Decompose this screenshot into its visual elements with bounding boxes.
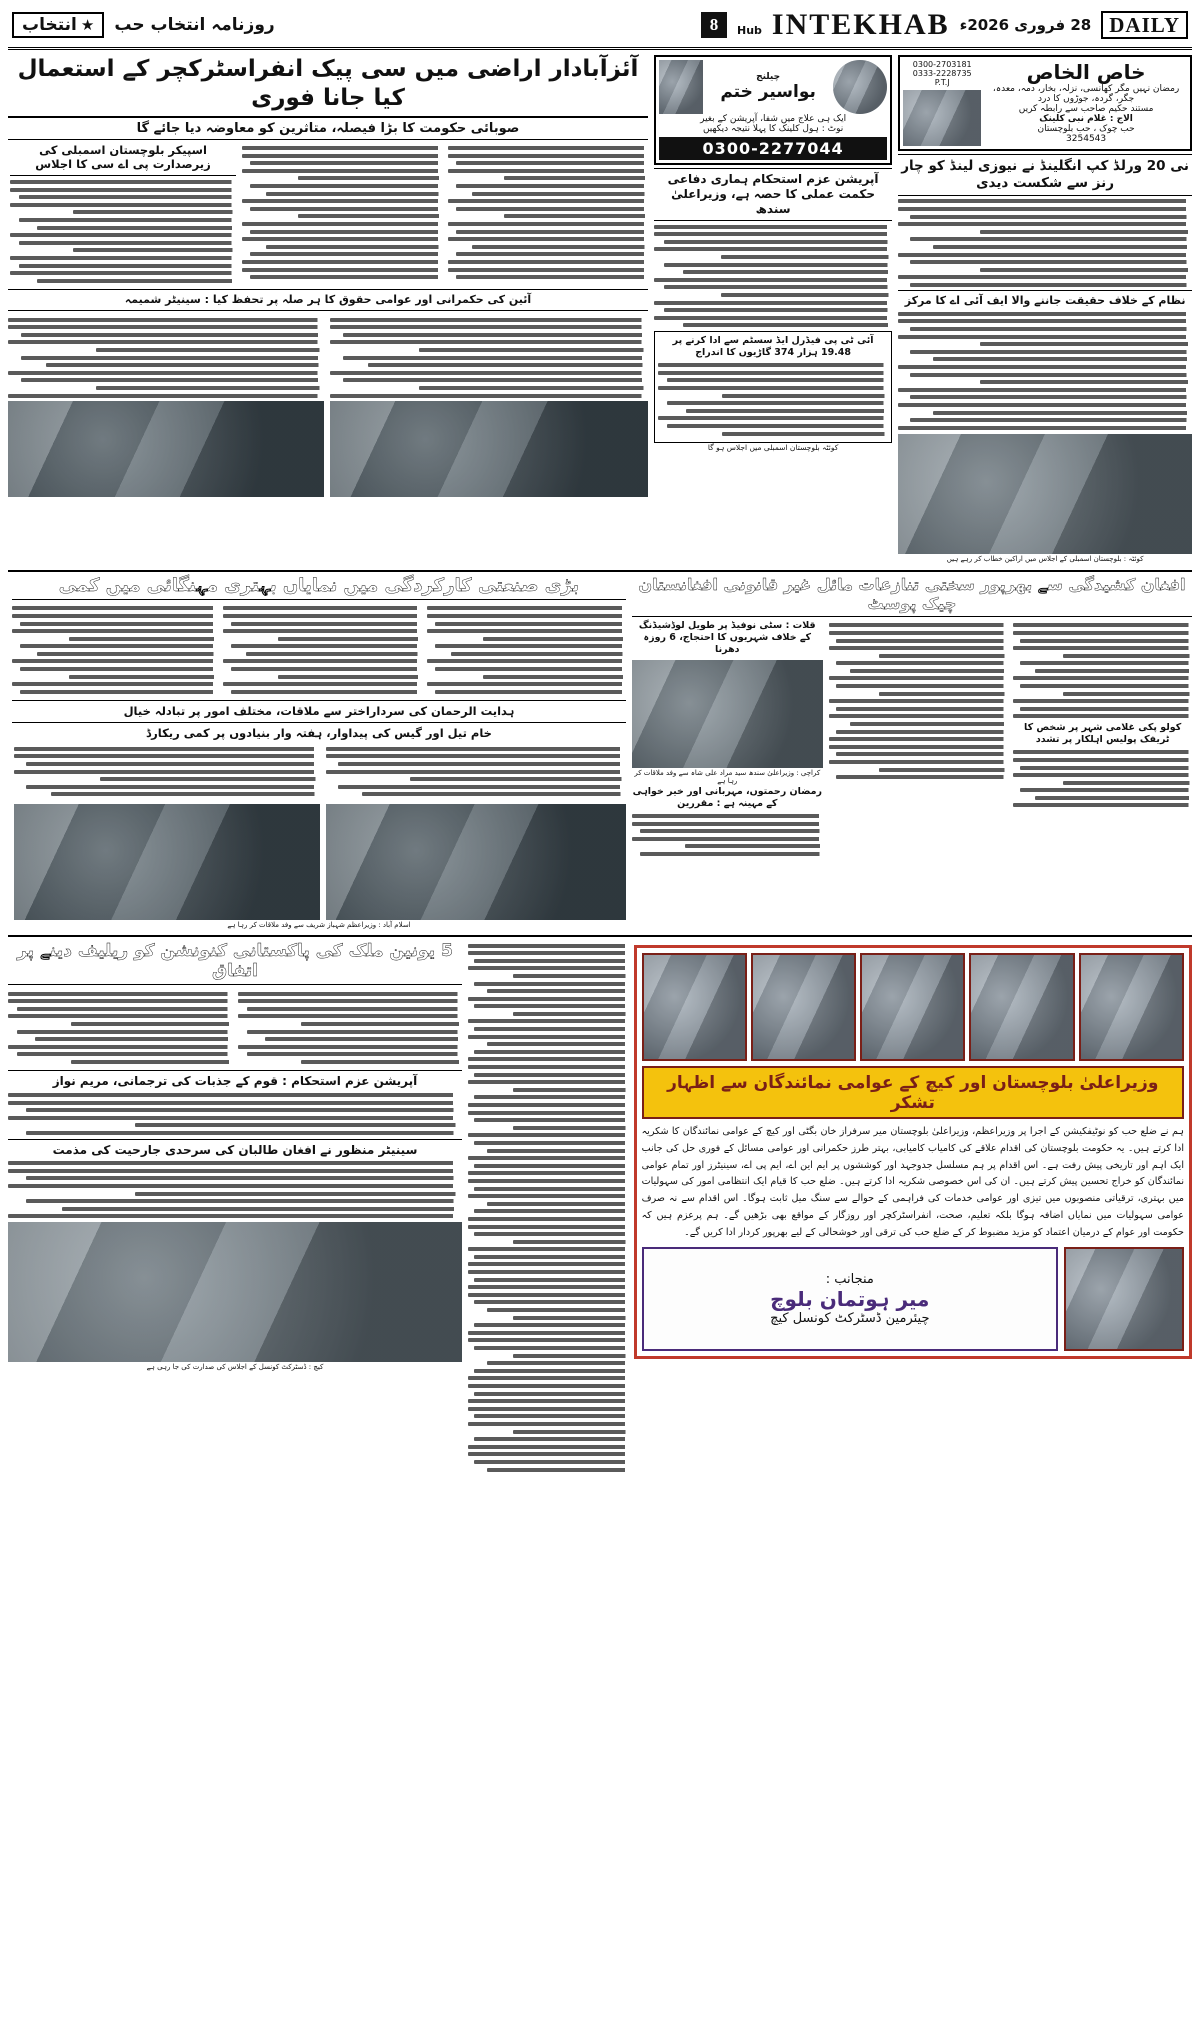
article-body-union-col1 bbox=[238, 992, 462, 1064]
feature-advertisement bbox=[634, 945, 1192, 1359]
signatory-designation: چیئرمین ڈسٹرکٹ کونسل کیچ bbox=[770, 1311, 930, 1327]
ad-subline-2: مستند حکیم صاحب سے رابطہ کریں bbox=[1018, 104, 1154, 114]
star-icon: ★ bbox=[80, 15, 95, 34]
ad-phone-primary: 0300-2277044 bbox=[659, 137, 887, 160]
ad-headline: خاص الخاص bbox=[1026, 60, 1146, 84]
masthead-date: 28 فروری 2026ء bbox=[959, 15, 1092, 34]
ad-phone-secondary: 3254543 bbox=[1066, 134, 1107, 144]
article-body-nisar bbox=[8, 1161, 462, 1218]
article-body-police bbox=[1013, 750, 1192, 807]
masthead bbox=[8, 6, 1192, 50]
photo-assembly-hall bbox=[898, 434, 1192, 554]
headline-hidayat: ہدایت الرحمان کی سرداراختر سے ملاقات، مختلف امور پر تبادلہ خیال bbox=[123, 704, 515, 719]
headline-reform: نظام کے خلاف حقیقت جاننے والا ایف آئی اے کا مرکز bbox=[904, 294, 1186, 308]
article-body-constitution-col2 bbox=[8, 318, 324, 398]
bottom-band bbox=[8, 940, 1192, 1475]
box-itp-body bbox=[658, 363, 888, 435]
lion-logo-image bbox=[833, 60, 887, 114]
headline-lead: آئزآبادار اراضی میں سی پیک انفراسٹرکچر کے استعمال کیا جانا فوری bbox=[17, 56, 639, 111]
middle-band bbox=[8, 575, 1192, 930]
photo-council-session bbox=[8, 1222, 462, 1362]
top-band bbox=[8, 55, 1192, 564]
photo-press-conference bbox=[330, 401, 648, 497]
caption-council: کیچ : ڈسٹرکٹ کونسل کے اجلاس کی صدارت کی جا رہی ہے bbox=[146, 1363, 324, 1372]
feature-portraits bbox=[642, 953, 1184, 1061]
signatory-photo bbox=[1064, 1247, 1184, 1351]
ad-clinic-name: الاج : غلام نبی کلینک bbox=[1039, 114, 1133, 124]
article-body-op-azm bbox=[654, 225, 892, 328]
headline-lead-sub: صوبائی حکومت کا بڑا فیصلہ، متاثرین کو معاوضہ دیا جائے گا bbox=[136, 120, 520, 136]
ad-bawaseer-line2: نوٹ : ہول کلینک کا پہلا نتیجہ دیکھیں bbox=[702, 124, 844, 134]
headline-ni20: نی 20 ورلڈ کپ انگلینڈ نے نیوزی لینڈ کو چار رنز سے شکست دیدی bbox=[901, 158, 1190, 191]
caption-meeting: کراچی : وزیراعلیٰ سندھ سید مراد علی شاہ سے وفد ملاقات کر رہا ہے bbox=[634, 768, 821, 785]
article-body-industry-col1 bbox=[427, 606, 626, 694]
classified-ad-khas bbox=[898, 55, 1192, 151]
ad-contact-3: P.T.J bbox=[934, 78, 950, 87]
portrait-2 bbox=[969, 953, 1074, 1061]
ad-bawaseer-line1: ایک ہی علاج میں شفا، آپریشن کے بغیر bbox=[700, 114, 847, 124]
signatory-label: منجانب : bbox=[825, 1272, 874, 1288]
ad-column-left bbox=[898, 55, 1192, 564]
portrait-5 bbox=[642, 953, 747, 1061]
article-body-lead-col2 bbox=[242, 146, 442, 279]
feature-body-text: ہم نے ضلع حب کو نوٹیفکیشن کے اجرا پر وزیراعظم، وزیراعلیٰ بلوچستان میر سرفراز خان بگٹی اور کیچ کے عوامی نمائندگان کا شکریہ ادا کرتے ہیں۔ یہ حکومت بلوچستان کی اقدام علاقے کی کامیاب کامیابی، بہتر طرز حکمرانی اور عوامی مسائل کے فوری حل کی جانب ایک اہم اور تاریخی پیش رفت ہے۔ اس اقدام پر ہم مسلسل جدوجہد اور کوششوں پر ایم این اے، ایم پی اے، سینیٹرز اور تمام عوامی نمائندگان کو خراج تحسین پیش کرتے ہیں۔ ان کی اس خصوصی شکریہ ادا کرتے ہیں۔ ضلع حب کا قیام ایک انتظامی امور کی سہولیات میں بہتری، ترقیاتی منصوبوں میں تیزی اور عوامی خدمات کی فراہمی کے حوالے سے سنگ میل ثابت ہوگا۔ اس اقدام سے نہ صرف عوامی سہولیات میں نمایاں اضافہ ہوگا بلکہ تعلیم، صحت، انفراسٹرکچر اور روزگار کے مواقع بھی بڑھیں گے۔ ہم پرعزم ہیں کہ حکومت اور عوام کے درمیان اعتماد کو مزید مضبوط کر کے ضلع حب کی ترقی اور خوشحالی کے لیے بھرپور کردار ادا کریں گے۔ bbox=[641, 1125, 1184, 1238]
caption-cm-room: اسلام آباد : وزیراعظم شہباز شریف سے وفد ملاقات کر رہا ہے bbox=[227, 920, 411, 929]
headline-speaker: اسپیکر بلوچستان اسمبلی کی زیرصدارت پی اے سی کا اجلاس bbox=[35, 142, 211, 172]
masthead-hub-label: Hub bbox=[737, 24, 762, 37]
headline-police: کولو پکی غلامی شہر پر شخص کا ٹریفک پولیس اہلکار پر تشدد bbox=[1024, 722, 1182, 746]
article-body-industry-col2 bbox=[223, 606, 422, 694]
article-body-oil-col1 bbox=[326, 747, 626, 797]
article-body-lead-col1 bbox=[448, 146, 648, 279]
ad-contact-1: 0300-2703181 bbox=[912, 60, 972, 69]
lead-story-column bbox=[8, 55, 648, 564]
article-body-speaker bbox=[10, 180, 236, 283]
ad-doctor-photo bbox=[659, 60, 703, 114]
signatory-name: میر ہوتمان بلوچ bbox=[770, 1287, 930, 1312]
headline-oil: خام تیل اور گیس کی پیداوار، ہفتہ وار بنیادوں پر کمی ریکارڈ bbox=[146, 725, 492, 740]
headline-op-azm2: آپریشن عزم استحکام : قوم کے جذبات کی ترجمانی، مریم نواز bbox=[52, 1074, 418, 1089]
masthead-daily-label: DAILY bbox=[1101, 11, 1188, 39]
headline-five-union: 5 یونین ملک کی پاکستانی کنونشن کو ریلیف دینے پر اتفاق bbox=[17, 940, 453, 981]
portrait-1 bbox=[1079, 953, 1184, 1061]
headline-nisar: سینیٹر منظور نے افغان طالبان کی سرحدی جارحیت کی مذمت bbox=[52, 1142, 418, 1157]
ad-address: حب چوک ، حب بلوچستان bbox=[1037, 124, 1135, 134]
photo-pm-meeting bbox=[326, 804, 626, 920]
ad-emblem-image bbox=[903, 90, 981, 146]
photo-group-meeting bbox=[8, 401, 324, 497]
headline-quetta: قلات : سٹی نوفیڈ پر طویل لوڈشیڈنگ کے خلاف شہریوں کا احتجاج، 6 روزہ دھرنا bbox=[638, 619, 816, 656]
masthead-logo-text: انتخاب bbox=[22, 14, 77, 35]
article-body-industry-col3 bbox=[12, 606, 217, 694]
article-body-oil-col2 bbox=[14, 747, 320, 797]
caption-assembly: کوئٹہ : بلوچستان اسمبلی کے اجلاس میں اراکین خطاب کر رہے ہیں bbox=[946, 554, 1144, 563]
photo-cm-meeting bbox=[632, 660, 823, 768]
ad-contact-2: 0333-2228735 bbox=[912, 69, 972, 78]
box-quetta-note: کوئٹہ بلوچستان اسمبلی میں اجلاس ہو گا bbox=[707, 443, 839, 453]
box-itp-headline: آئی ٹی پی فیڈرل ایڈ سسٹم سے ادا کرنے پر 19.48 ہزار 374 گاڑیوں کا اندراج bbox=[672, 334, 874, 359]
article-body-ramzan bbox=[632, 814, 823, 856]
masthead-paper-name-ur: روزنامہ انتخاب حب bbox=[114, 15, 275, 35]
article-body-misc-col bbox=[468, 944, 628, 1472]
headline-industry: بڑی صنعتی کارکردگی میں نمایاں بہتری مہنگائی میں کمی bbox=[58, 574, 580, 596]
article-body-union-col2 bbox=[8, 992, 232, 1064]
article-body-op-azm2 bbox=[8, 1093, 462, 1135]
headline-constitution: آئین کی حکمرانی اور عوامی حقوق کا ہر صلہ پر تحفظ کیا : سینیٹر شمیمہ bbox=[124, 293, 532, 307]
feature-signature bbox=[642, 1247, 1184, 1351]
portrait-3 bbox=[860, 953, 965, 1061]
masthead-logo bbox=[12, 12, 104, 38]
article-body-ni20 bbox=[898, 199, 1192, 287]
article-body-constitution-col1 bbox=[330, 318, 648, 398]
feature-ribbon-headline: وزیراعلیٰ بلوچستان اور کیچ کے عوامی نمائندگان سے اظہار تشکر bbox=[642, 1066, 1184, 1119]
article-body-reform bbox=[898, 312, 1192, 430]
ad-brand: چیلنج bbox=[756, 72, 781, 82]
classified-ad-bawaseer bbox=[654, 55, 892, 165]
page-number-badge: 8 bbox=[701, 12, 727, 38]
article-body-kushta-col2 bbox=[829, 623, 1008, 779]
masthead-paper-name-en: INTEKHAB bbox=[771, 7, 950, 41]
box-itp bbox=[654, 331, 892, 443]
headline-op-azm: آپریشن عزم استحکام ہماری دفاعی حکمت عملی کا حصہ ہے، وزیراعلیٰ سندھ bbox=[667, 172, 879, 216]
portrait-4 bbox=[751, 953, 856, 1061]
ad-subline-1: رمضان نہیں مگر کھانسی، نزلہ، بخار، دمہ، معدہ، جگر، گردہ، جوڑوں کا درد bbox=[992, 84, 1180, 104]
headline-kushta: افغان کشیدگی سے بھرپور سختی تنازعات مائل غیر قانونی افغانستان چیک پوسٹ bbox=[638, 574, 1186, 613]
ad-column-mid bbox=[654, 55, 892, 564]
article-body-kushta-col1 bbox=[1013, 623, 1192, 718]
headline-ramzan: رمضان رحمتوں، مہربانی اور خیر خواہی کے مہینہ ہے : مقررین bbox=[632, 785, 822, 810]
ad-headline-bawaseer: بواسیر ختم bbox=[720, 82, 816, 102]
photo-governor-meeting bbox=[14, 804, 320, 920]
